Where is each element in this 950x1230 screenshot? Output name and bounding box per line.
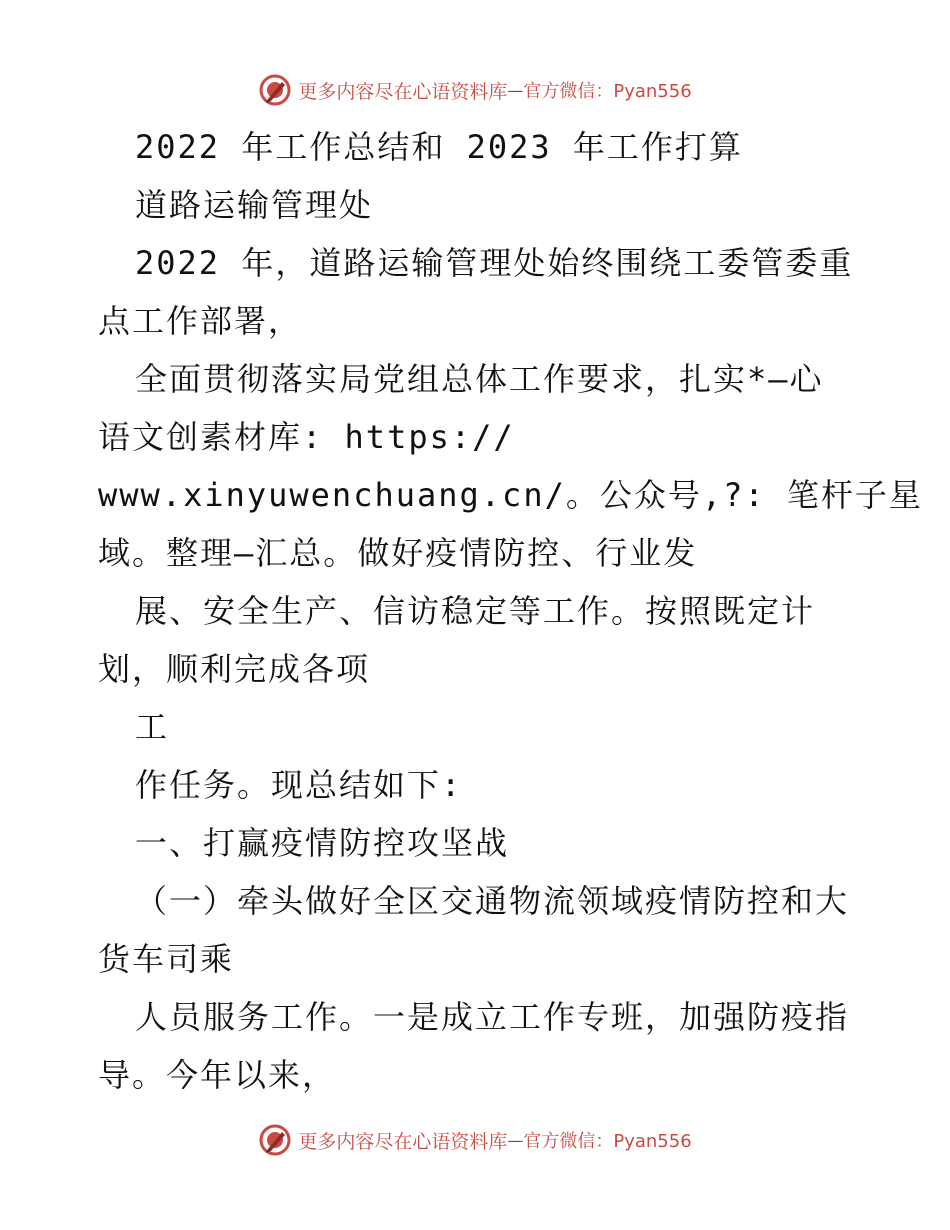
header-watermark [0,70,950,110]
pen-logo-icon [258,1123,292,1157]
paragraph-line: 2022 年，道路运输管理处始终围绕工委管委重 [135,244,854,282]
section-heading: 一、打赢疫情防控攻坚战 [135,824,510,862]
paragraph-line: 划，顺利完成各项 [98,650,371,688]
pen-logo-icon [258,73,292,107]
paragraph-line: 导。今年以来， [98,1056,337,1094]
paragraph-line: 工 [135,708,170,746]
watermark-contact: 官方微信：Pyan556 [523,1131,692,1152]
document-author: 道路运输管理处 [135,186,374,224]
paragraph-line: www.xinyuwenchuang.cn/。公众号,?: 笔杆子星 [98,476,923,514]
paragraph-line: 作任务。现总结如下: [135,766,463,804]
paragraph-line: 全面贯彻落实局党组总体工作要求，扎实*—心 [135,360,824,398]
subsection-heading: （一）牵头做好全区交通物流领域疫情防控和大 [135,882,850,920]
watermark-separator: — [507,80,524,100]
watermark-text: 更多内容尽在心语资料库 [298,80,508,103]
paragraph-line: 货车司乘 [98,940,235,978]
footer-watermark [0,1120,950,1160]
paragraph-line: 展、安全生产、信访稳定等工作。按照既定计 [135,592,816,630]
watermark-separator: — [507,1130,524,1150]
document-title: 2022 年工作总结和 2023 年工作打算 [135,128,743,166]
paragraph-line: 点工作部署， [98,302,303,340]
watermark-contact: 官方微信：Pyan556 [523,81,692,102]
paragraph-line: 语文创素材库: https:// [98,418,515,456]
paragraph-line: 域。整理—汇总。做好疫情防控、行业发 [98,534,698,572]
watermark-text: 更多内容尽在心语资料库 [298,1130,508,1153]
paragraph-line: 人员服务工作。一是成立工作专班，加强防疫指 [135,998,850,1036]
document-body [98,118,923,1104]
